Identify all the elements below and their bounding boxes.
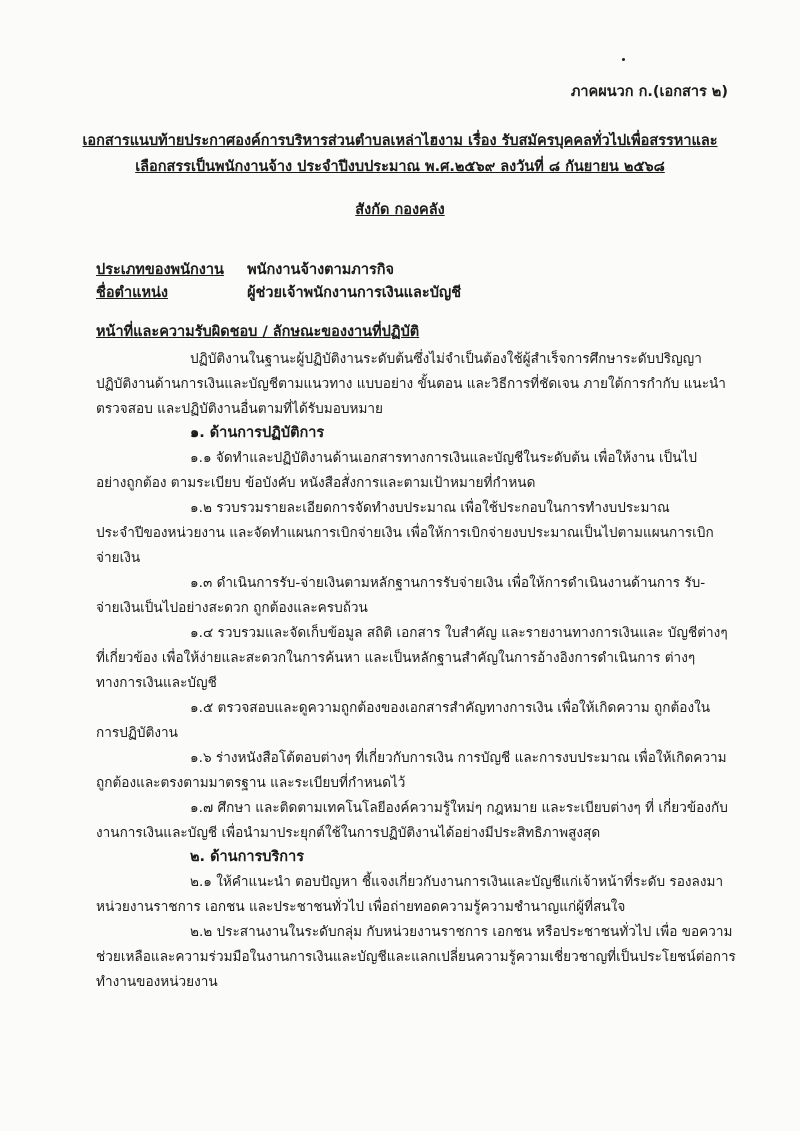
- item-1-2-line-2: ประจำปีของหน่วยงาน และจัดทำแผนการเบิกจ่ายเงิน เพื่อให้การเบิกจ่ายงบประมาณเป็นไปตามแผนการเบิก: [96, 525, 714, 541]
- document-title: [60, 128, 740, 180]
- position-value: ผู้ช่วยเจ้าพนักงานการเงินและบัญชี: [247, 285, 462, 301]
- item-1-2-line-1: ๑.๒ รวบรวมรายละเอียดการจัดทำงบประมาณ เพื่อใช้ประกอบในการทำงบประมาณ: [190, 500, 670, 516]
- item-1-7-line-2: งานการเงินและบัญชี เพื่อนำมาประยุกต์ใช้ในการปฏิบัติงานได้อย่างมีประสิทธิภาพสูงสุด: [96, 825, 601, 841]
- appendix-label: ภาคผนวก ก.(เอกสาร ๒): [570, 84, 728, 100]
- item-1-2-line-3: จ่ายเงิน: [96, 550, 141, 566]
- intro-line-2: ปฏิบัติงานด้านการเงินและบัญชีตามแนวทาง แบบอย่าง ขั้นตอน และวิธีการที่ชัดเจน ภายใต้การกำกับ แนะนำ: [96, 376, 726, 392]
- item-1-5-line-1: ๑.๕ ตรวจสอบและดูความถูกต้องของเอกสารสำคัญทางการเงิน เพื่อให้เกิดความ ถูกต้องใน: [190, 700, 711, 716]
- item-2-1-line-2: หน่วยงานราชการ เอกชน และประชาชนทั่วไป เพื่อถ่ายทอดความรู้ความชำนาญแก่ผู้ที่สนใจ: [96, 899, 626, 915]
- title-line-2: เลือกสรรเป็นพนักงานจ้าง ประจำปีงบประมาณ พ.ศ.๒๕๖๙ ลงวันที่ ๘ กันยายน ๒๕๖๘: [135, 159, 665, 175]
- section-2-heading: ๒. ด้านการบริการ: [190, 849, 304, 865]
- affiliation-heading: สังกัด กองคลัง: [355, 202, 445, 218]
- intro-line-3: ตรวจสอบ และปฏิบัติงานอื่นตามที่ได้รับมอบหมาย: [96, 401, 384, 417]
- employee-type-row: [96, 258, 394, 281]
- item-1-1-line-2: อย่างถูกต้อง ตามระเบียบ ข้อบังคับ หนังสือสั่งการและตามเป้าหมายที่กำหนด: [96, 475, 536, 491]
- section-1-heading: ๑. ด้านการปฏิบัติการ: [190, 425, 325, 441]
- position-label: ชื่อตำแหน่ง: [96, 285, 169, 301]
- item-1-3-line-1: ๑.๓ ดำเนินการรับ-จ่ายเงินตามหลักฐานการรับจ่ายเงิน เพื่อให้การดำเนินงานด้านการ รับ-: [190, 575, 706, 591]
- employee-type-label: ประเภทของพนักงาน: [96, 262, 224, 278]
- item-2-2-line-1: ๒.๒ ประสานงานในระดับกลุ่ม กับหน่วยงานราชการ เอกชน หรือประชาชนทั่วไป เพื่อ ขอความ: [190, 924, 733, 940]
- title-line-1: เอกสารแนบท้ายประกาศองค์การบริหารส่วนตำบลเหล่าไฮงาม เรื่อง รับสมัครบุคคลทั่วไปเพื่อสรรหาและ: [82, 133, 718, 149]
- employee-type-value: พนักงานจ้างตามภารกิจ: [247, 262, 395, 278]
- duties-heading: หน้าที่และความรับผิดชอบ / ลักษณะของงานที่ปฏิบัติ: [96, 324, 420, 340]
- intro-line-1: ปฏิบัติงานในฐานะผู้ปฏิบัติงานระดับต้นซึ่งไม่จำเป็นต้องใช้ผู้สำเร็จการศึกษาระดับปริญญา: [190, 351, 702, 367]
- item-1-3-line-2: จ่ายเงินเป็นไปอย่างสะดวก ถูกต้องและครบถ้วน: [96, 600, 368, 616]
- item-1-6-line-1: ๑.๖ ร่างหนังสือโต้ตอบต่างๆ ที่เกี่ยวกับการเงิน การบัญชี และการงบประมาณ เพื่อให้เกิดความ: [190, 750, 727, 766]
- item-1-7-line-1: ๑.๗ ศึกษา และติดตามเทคโนโลยีองค์ความรู้ใหม่ๆ กฎหมาย และระเบียบต่างๆ ที่ เกี่ยวข้องกับ: [190, 800, 728, 816]
- item-2-2-line-3: ทำงานของหน่วยงาน: [96, 974, 218, 990]
- speck-mark: [622, 58, 625, 61]
- item-2-2-line-2: ช่วยเหลือและความร่วมมือในงานการเงินและบัญชีและแลกเปลี่ยนความรู้ความเชี่ยวชาญที่เป็นประโยชน์ต่อการ: [96, 949, 736, 965]
- position-row: [96, 281, 461, 304]
- item-1-4-line-1: ๑.๔ รวบรวมและจัดเก็บข้อมูล สถิติ เอกสาร ใบสำคัญ และรายงานทางการเงินและ บัญชีต่างๆ: [190, 625, 728, 641]
- item-1-4-line-2: ที่เกี่ยวข้อง เพื่อให้ง่ายและสะดวกในการค้นหา และเป็นหลักฐานสำคัญในการอ้างอิงการดำเนินการ ต่างๆ: [96, 650, 696, 666]
- item-1-4-line-3: ทางการเงินและบัญชี: [96, 675, 217, 691]
- item-1-6-line-2: ถูกต้องและตรงตามมาตรฐาน และระเบียบที่กำหนดไว้: [96, 775, 406, 791]
- item-1-1-line-1: ๑.๑ จัดทำและปฏิบัติงานด้านเอกสารทางการเงินและบัญชีในระดับต้น เพื่อให้งาน เป็นไป: [190, 450, 698, 466]
- item-2-1-line-1: ๒.๑ ให้คำแนะนำ ตอบปัญหา ชี้แจงเกี่ยวกับงานการเงินและบัญชีแก่เจ้าหน้าที่ระดับ รองลงมา: [190, 874, 724, 890]
- item-1-5-line-2: การปฏิบัติงาน: [96, 725, 178, 741]
